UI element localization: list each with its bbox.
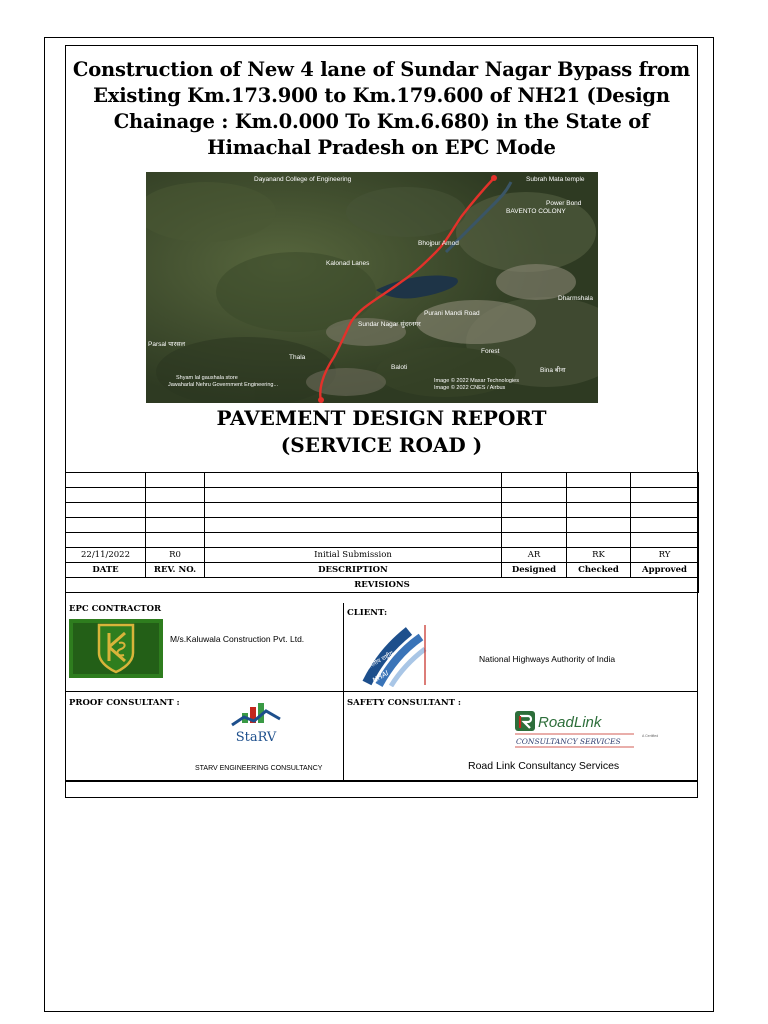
- map-label-forest: Forest: [481, 348, 500, 355]
- map-label-jawahar: Jawaharlal Nehru Government Engineering...: [168, 382, 279, 388]
- safety-consultant-name: Road Link Consultancy Services: [468, 760, 620, 772]
- map-label-thalla: Thala: [289, 354, 306, 361]
- revision-approved: RY: [631, 548, 699, 563]
- revision-empty-row: [66, 473, 699, 488]
- client-label: CLIENT:: [347, 608, 388, 618]
- client-name: National Highways Authority of India: [479, 654, 616, 664]
- roadlink-logo-text: RoadLink: [538, 714, 602, 731]
- satellite-map: [146, 172, 598, 403]
- parties-block: [65, 603, 698, 781]
- epc-contractor-name: M/s.Kaluwala Construction Pvt. Ltd.: [170, 634, 305, 644]
- map-label-sundarnagar: Sundar Nagar सुंदरनगर: [358, 321, 421, 328]
- proof-consultant-label: PROOF CONSULTANT :: [69, 698, 180, 708]
- map-drawing: [146, 172, 598, 403]
- nhai-logo-hindi: भारतीय राष्ट्रीय: [364, 650, 395, 672]
- revision-row: [66, 548, 699, 563]
- roadlink-logo: [514, 707, 674, 753]
- map-label-baloti: Baloti: [391, 364, 408, 371]
- map-label-top-right: Subrah Mata temple: [526, 176, 585, 183]
- revision-date: 22/11/2022: [66, 548, 146, 563]
- report-title: [66, 405, 697, 459]
- report-title-line-1: PAVEMENT DESIGN REPORT: [216, 406, 547, 430]
- proof-consultant-name: STARV ENGINEERING CONSULTANCY: [195, 765, 323, 772]
- revisions-caption-row: [66, 578, 699, 593]
- revisions-table: [65, 472, 699, 593]
- nhai-logo-abbr: NHAI: [371, 669, 391, 685]
- map-label-bhojpur: Bhojpur Amod: [418, 240, 459, 247]
- nhai-logo: [359, 623, 429, 687]
- kaluwala-logo: [69, 619, 163, 678]
- cover-footer-row: [65, 781, 698, 798]
- revision-checked: RK: [567, 548, 631, 563]
- report-title-line-2: (SERVICE ROAD ): [280, 433, 483, 457]
- safety-consultant-label: SAFETY CONSULTANT :: [347, 698, 462, 708]
- epc-contractor-label: EPC CONTRACTOR: [69, 604, 162, 614]
- starv-logo: [226, 699, 286, 749]
- revision-empty-row: [66, 488, 699, 503]
- map-label-colony: BAVENTO COLONY: [506, 208, 566, 215]
- revisions-caption: REVISIONS: [66, 578, 699, 593]
- map-label-purani: Purani Mandi Road: [424, 310, 480, 317]
- header-description: DESCRIPTION: [205, 563, 502, 578]
- map-image-credit: Image © 2022 Maxar Technologies: [434, 378, 519, 384]
- revision-number: R0: [146, 548, 205, 563]
- revision-description: Initial Submission: [205, 548, 502, 563]
- map-label-kalonad: Kalonad Lanes: [326, 260, 370, 267]
- map-label-parsal: Parsal पारसल: [148, 341, 186, 348]
- map-label-shyam: Shyam lal gaushala store: [176, 375, 238, 381]
- header-approved: Approved: [631, 563, 699, 578]
- revision-empty-row: [66, 518, 699, 533]
- header-rev-no: REV. NO.: [146, 563, 205, 578]
- map-image-credit-2: Image © 2022 CNES / Airbus: [434, 385, 506, 391]
- revision-designed: AR: [502, 548, 567, 563]
- header-checked: Checked: [567, 563, 631, 578]
- starv-logo-text: StaRV: [235, 730, 277, 745]
- roadlink-logo-sub: CONSULTANCY SERVICES: [516, 737, 621, 746]
- roadlink-logo-tag: A Certified: [642, 734, 659, 738]
- route-start-marker: [318, 397, 324, 403]
- parties-horizontal-divider: [66, 691, 697, 692]
- map-label-dharamshala: Dharmshala: [558, 295, 594, 302]
- map-label-bina: Bina बीना: [540, 367, 566, 374]
- map-label-college: Dayanand College of Engineering: [254, 176, 352, 183]
- revision-header-row: [66, 563, 699, 578]
- header-date: DATE: [66, 563, 146, 578]
- header-designed: Designed: [502, 563, 567, 578]
- revision-empty-row: [66, 533, 699, 548]
- revision-empty-row: [66, 503, 699, 518]
- map-label-power: Power Bond: [546, 200, 582, 207]
- route-end-marker: [491, 175, 497, 181]
- project-title: Construction of New 4 lane of Sundar Nagar Bypass from Existing Km.173.900 to Km.179.600 of NH21 (Design Chainage : Km.0.000 To Km.6.680) in the State of Himachal Pradesh on EPC Mode: [72, 58, 691, 159]
